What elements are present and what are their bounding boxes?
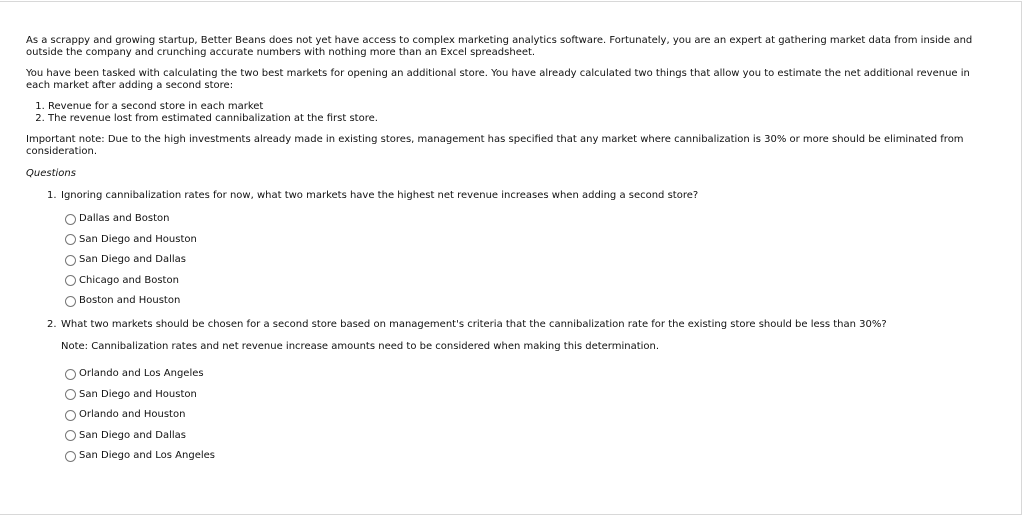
answer-option-san-diego-dallas[interactable]: [65, 253, 981, 267]
radio-button[interactable]: [65, 451, 76, 462]
answer-options: [65, 367, 981, 463]
option-label: Dallas and Boston: [79, 213, 170, 224]
radio-button[interactable]: [65, 430, 76, 441]
radio-button[interactable]: [65, 275, 76, 286]
option-label: San Diego and Dallas: [79, 429, 186, 441]
task-paragraph: You have been tasked with calculating the two best markets for opening an additional store. You have already calculated two things that allow you to estimate the net additional revenue in each market after adding a second store:: [26, 68, 970, 91]
question-note: Note: Cannibalization rates and net revenue increase amounts need to be considered when making this determination.: [61, 341, 660, 352]
radio-button[interactable]: [65, 296, 76, 307]
answer-option-san-diego-houston[interactable]: [65, 388, 981, 402]
radio-button[interactable]: [65, 255, 76, 266]
option-label: San Diego and Houston: [79, 388, 197, 400]
option-label: Orlando and Houston: [79, 409, 186, 420]
assignment-content: [26, 35, 981, 470]
task-list: [26, 101, 981, 125]
question-text: Ignoring cannibalization rates for now, what two markets have the highest net revenue increases when adding a second store?: [61, 190, 699, 201]
option-label: Chicago and Boston: [79, 274, 179, 286]
option-label: San Diego and Dallas: [79, 254, 186, 265]
radio-button[interactable]: [65, 389, 76, 400]
answer-option-san-diego-houston[interactable]: [65, 233, 981, 247]
answer-option-dallas-boston[interactable]: [65, 212, 981, 226]
task-item: 1. Revenue for a second store in each market: [48, 101, 981, 113]
questions-heading: Questions: [26, 168, 76, 179]
task-item: 2. The revenue lost from estimated cannibalization at the first store.: [48, 113, 981, 125]
option-label: Boston and Houston: [79, 295, 181, 306]
radio-button[interactable]: [65, 410, 76, 421]
answer-option-san-diego-los-angeles[interactable]: [65, 449, 981, 463]
question-number: 2.: [47, 319, 57, 330]
radio-button[interactable]: [65, 234, 76, 245]
important-note: Important note: Due to the high investments already made in existing stores, management has specified that any market where cannibalization is 30% or more should be eliminated from consideration.: [26, 134, 964, 157]
answer-option-chicago-boston[interactable]: [65, 274, 981, 288]
answer-option-san-diego-dallas[interactable]: [65, 429, 981, 443]
option-label: San Diego and Los Angeles: [79, 450, 215, 461]
question-text: What two markets should be chosen for a second store based on management's criteria that the cannibalization rate for the existing store should be less than 30%?: [61, 319, 887, 330]
answer-option-orlando-houston[interactable]: [65, 408, 981, 422]
question-number: 1.: [47, 190, 57, 201]
option-label: San Diego and Houston: [79, 233, 197, 245]
radio-button[interactable]: [65, 214, 76, 225]
answer-option-orlando-los-angeles[interactable]: [65, 367, 981, 381]
answer-options: [65, 212, 981, 308]
intro-paragraph: As a scrappy and growing startup, Better Beans does not yet have access to complex marketing analytics software. Fortunately, you are an expert at gathering market data from inside and outside the company and crunching accurate numbers with nothing more than an Excel spreadsheet.: [26, 35, 973, 58]
question-2: [26, 319, 981, 463]
radio-button[interactable]: [65, 369, 76, 380]
option-label: Orlando and Los Angeles: [79, 368, 204, 379]
answer-option-boston-houston[interactable]: [65, 294, 981, 308]
question-1: [26, 190, 981, 308]
